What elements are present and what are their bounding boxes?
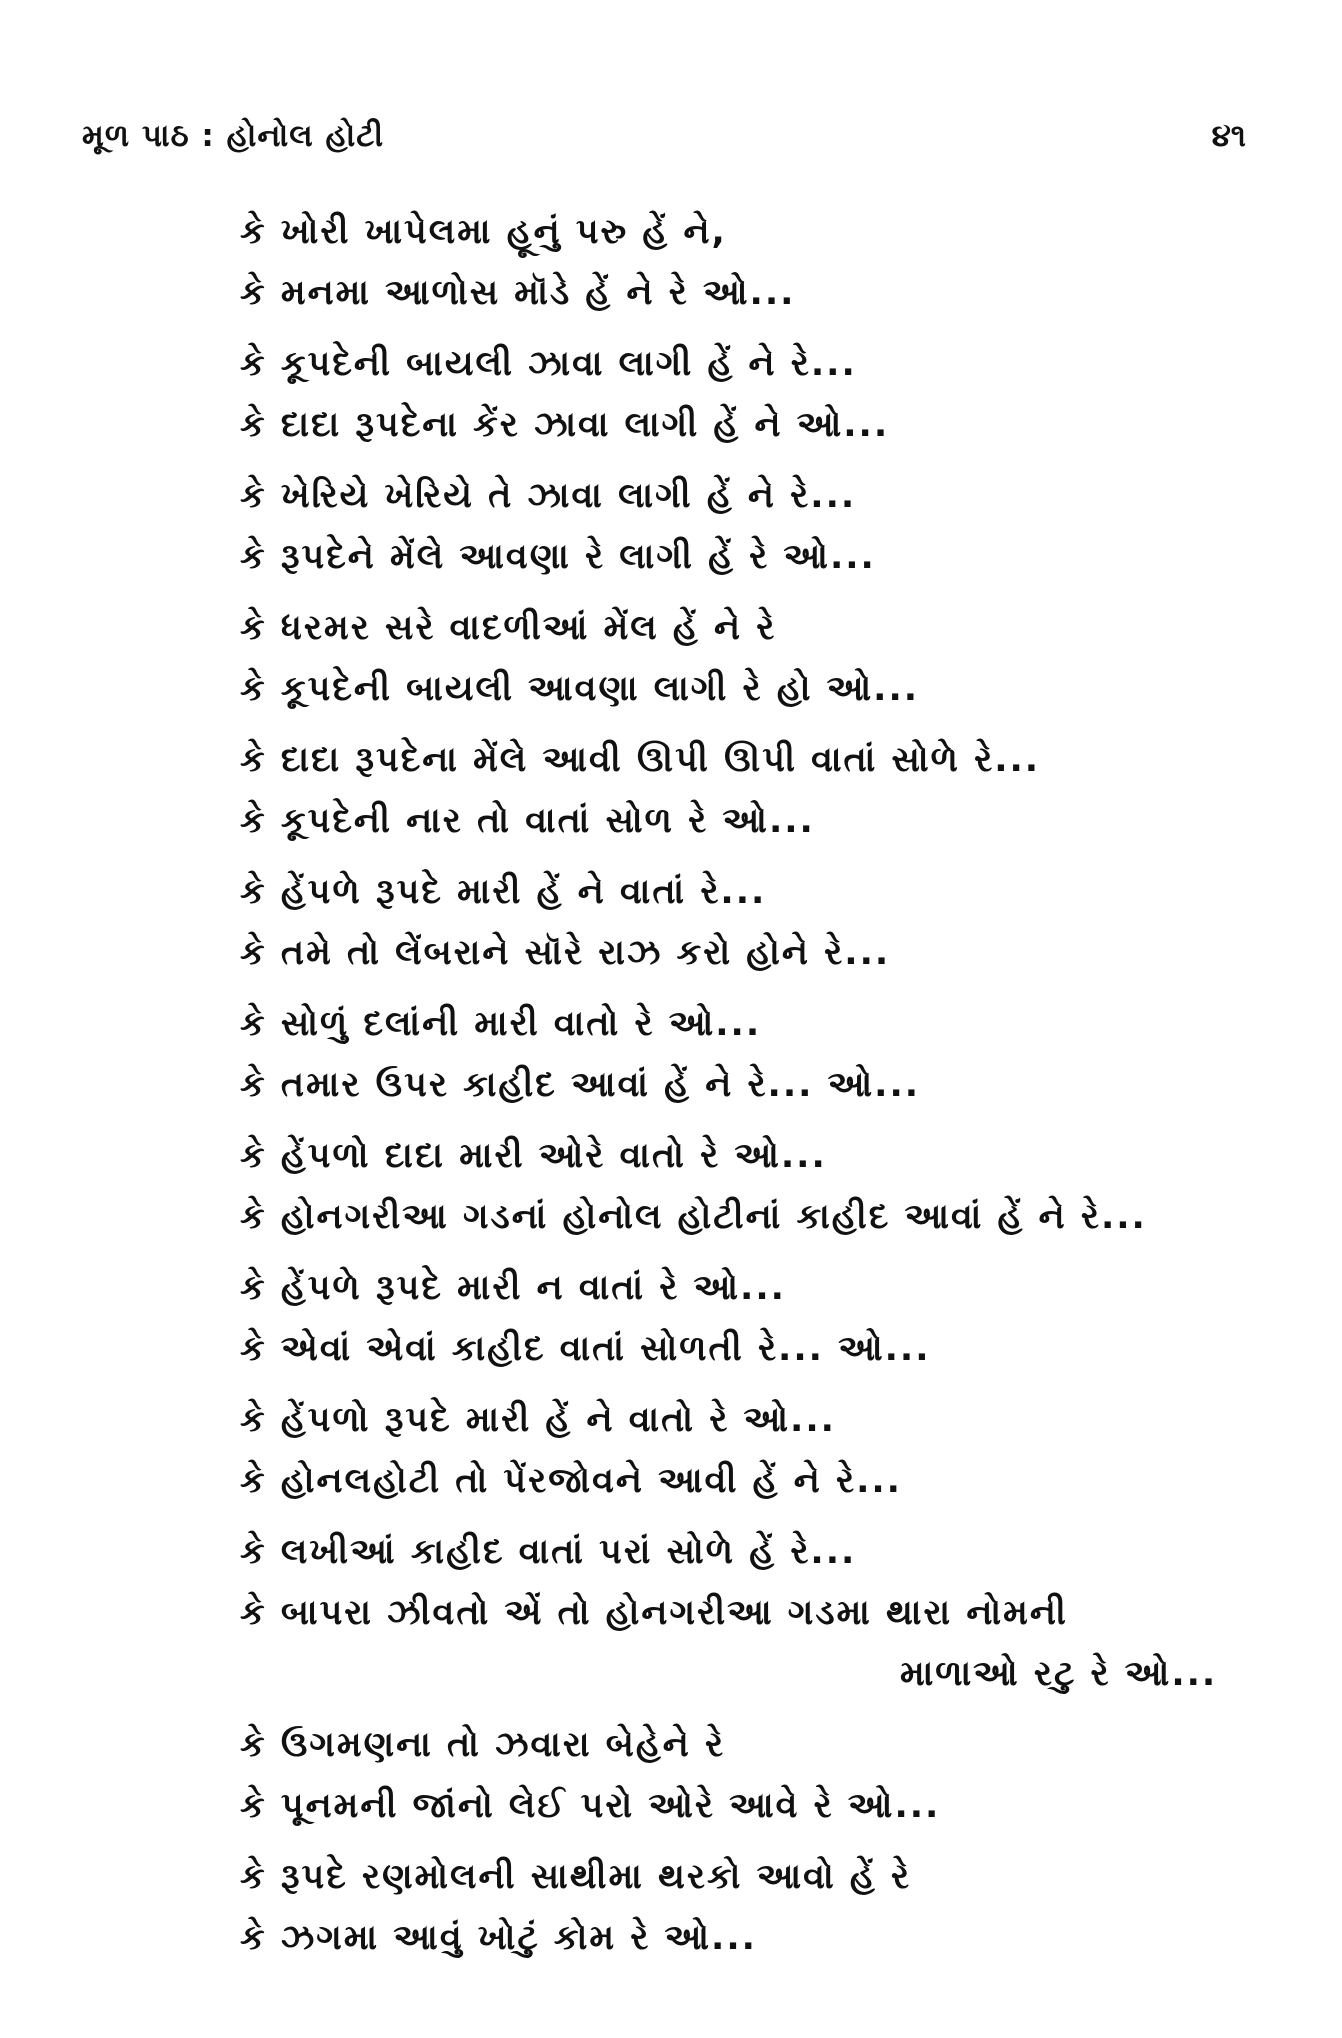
stanza	[240, 202, 1260, 324]
stanza	[240, 1522, 1260, 1705]
poem-line: કે ખોરી ખાપેલમા હૂનું પરુ હેં ને,	[240, 212, 727, 252]
page-header	[82, 118, 1246, 168]
stanza	[240, 1390, 1260, 1512]
poem-line-continuation: માળાઓ રટુ રે ઓ...	[900, 1654, 1218, 1694]
poem-line: કે લખીઆં કાહીદ વાતાં પરાં સોળે હેં રે...	[240, 1532, 857, 1572]
poem-line: કે એવાં એવાં કાહીદ વાતાં સોળતી રે... ઓ...	[240, 1329, 931, 1369]
poem-body	[240, 202, 1260, 1979]
stanza	[240, 334, 1260, 456]
poem-line: કે હેંપળે રૂપદે મારી હેં ને વાતાં રે...	[240, 872, 767, 912]
poem-line: કે રૂપદેને મેંલે આવણા રે લાગી હેં રે ઓ...	[240, 537, 876, 577]
poem-line: કે હેંપળો રૂપદે મારી હેં ને વાતો રે ઓ...	[240, 1400, 836, 1440]
poem-line: કે કૂપદેની બાયલી આવણા લાગી રે હો ઓ...	[240, 669, 920, 709]
poem-line: કે કૂપદેની બાયલી ઝાવા લાગી હેં ને રે...	[240, 344, 857, 384]
stanza	[240, 1847, 1260, 1969]
poem-line: કે બાપરા ઝીવતો એં તો હોનગરીઆ ગડમા થારા નોમની	[240, 1593, 1068, 1633]
poem-line: કે દાદા રૂપદેના કેંર ઝાવા લાગી હેં ને ઓ...	[240, 405, 890, 445]
poem-line: કે ધરમર સરે વાદળીઆં મેંલ હેં ને રે	[240, 608, 777, 648]
page-number: ૪૧	[1211, 118, 1246, 154]
poem-line: કે ઉગમણના તો ઝવારા બેહેને રે	[240, 1725, 726, 1765]
poem-line: કે પૂનમની જાંનો લેઈ પરો ઓરે આવે રે ઓ...	[240, 1786, 941, 1826]
poem-line: કે દાદા રૂપદેના મેંલે આવી ઊપી ઊપી વાતાં સોળે રે...	[240, 740, 1041, 780]
stanza	[240, 1715, 1260, 1837]
poem-line: કે ખેરિયે ખેરિયે તે ઝાવા લાગી હેં ને રે...	[240, 476, 857, 516]
stanza	[240, 1126, 1260, 1248]
poem-line: કે હેંપળો દાદા મારી ઓરે વાતો રે ઓ...	[240, 1136, 827, 1176]
stanza	[240, 730, 1260, 852]
poem-line: કે તમે તો લેંબરાને સૉરે રાઝ કરો હોને રે...	[240, 933, 891, 973]
poem-line: કે મનમા આળોસ મૉડે હેં ને રે ઓ...	[240, 273, 796, 313]
stanza	[240, 598, 1260, 720]
poem-line: કે સોળું દલાંની મારી વાતો રે ઓ...	[240, 1004, 762, 1044]
poem-line: કે હોનલહોટી તો પેંરજોવને આવી હેં ને રે...	[240, 1461, 902, 1501]
poem-line: કે હોનગરીઆ ગડનાં હોનોલ હોટીનાં કાહીદ આવાં હેં ને રે...	[240, 1197, 1147, 1237]
stanza	[240, 466, 1260, 588]
stanza	[240, 862, 1260, 984]
stanza	[240, 994, 1260, 1116]
poem-line: કે ઝગમા આવું ખોટું કોમ રે ઓ...	[240, 1918, 757, 1958]
poem-line: કે કૂપદેની નાર તો વાતાં સોળ રે ઓ...	[240, 801, 815, 841]
stanza	[240, 1258, 1260, 1380]
poem-line: કે રૂપદે રણમોલની સાથીમા થરકો આવો હેં રે	[240, 1857, 912, 1897]
running-head: મૂળ પાઠ : હોનોલ હોટી	[82, 118, 385, 154]
poem-line: કે તમાર ઉપર કાહીદ આવાં હેં ને રે... ઓ...	[240, 1065, 921, 1105]
poem-line: કે હેંપળે રૂપદે મારી ન વાતાં રે ઓ...	[240, 1268, 786, 1308]
